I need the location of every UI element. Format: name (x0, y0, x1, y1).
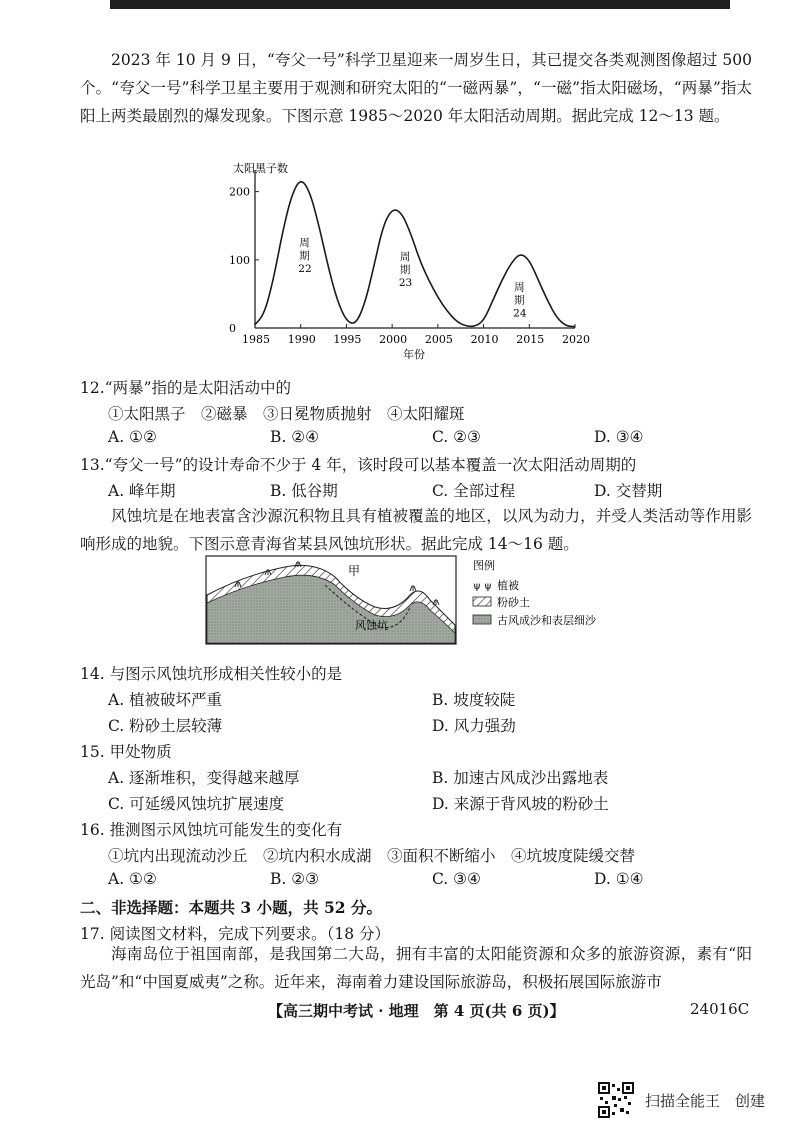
x-tick-label: 2010 (470, 333, 499, 346)
blowout-diagram-svg (205, 555, 625, 655)
q13-stem: 13.“夸父一号”的设计寿命不少于 4 年，该时段可以基本覆盖一次太阳活动周期的 (80, 456, 637, 474)
q13-option-b: B. 低谷期 (270, 482, 338, 500)
q15-option-c: C. 可延缓风蚀坑扩展速度 (108, 795, 285, 813)
q12-stem: 12.“两暴”指的是太阳活动中的 (80, 379, 291, 397)
intro-paragraph: 2023 年 10 月 9 日，“夸父一号”科学卫星迎来一周岁生日，其已提交各类观测图像超过 500 个。“夸父一号”科学卫星主要用于观测和研究太阳的“一磁两暴”，“一磁”指太阳磁场，“两暴”指太阳上两类最剧烈的爆发现象。下图示意 1985～2020 年太阳活动周期。据此完成 12～13 题。 (80, 51, 752, 125)
cycle-label-number: 24 (513, 307, 527, 320)
q15-option-d: D. 来源于背风坡的粉砂土 (432, 795, 609, 813)
q13-option-d: D. 交替期 (594, 482, 663, 500)
cycle-label-char1: 周 (514, 281, 525, 294)
legend-silt-swatch (473, 597, 491, 606)
label-jia: 甲 (348, 564, 361, 578)
top-scan-shadow (110, 0, 730, 9)
q12-option-c: C. ②③ (432, 428, 481, 446)
cycle-label-number: 22 (298, 263, 312, 276)
footer-code: 24016C (690, 1000, 750, 1018)
section2-title: 二、非选择题：本题共 3 小题，共 52 分。 (80, 898, 382, 917)
cycle-label-char2: 期 (299, 250, 310, 263)
q12-option-a: A. ①② (108, 428, 157, 446)
q14-stem: 14. 与图示风蚀坑形成相关性较小的是 (80, 665, 343, 683)
y-tick-label: 0 (229, 322, 236, 335)
q12-option-d: D. ③④ (594, 428, 644, 446)
scanner-watermark-bar (0, 1070, 800, 1132)
blowout-diagram (205, 555, 625, 655)
q15-option-b: B. 加速古风成沙出露地表 (432, 769, 609, 787)
footer-page-info: 【高三期中考试 · 地理 第 4 页(共 6 页)】 (268, 1002, 565, 1020)
x-tick-label: 1995 (333, 333, 362, 346)
x-tick-label: 2000 (379, 333, 408, 346)
qr-code-icon (598, 1082, 634, 1118)
passage2-paragraph: 风蚀坑是在地表富含沙源沉积物且具有植被覆盖的地区，以风为动力，并受人类活动等作用影响形成的地貌。下图示意青海省某县风蚀坑形状。据此完成 14～16 题。 (80, 507, 752, 553)
legend-sand: 古风成沙和表层细沙 (497, 614, 596, 627)
scanner-brand-text: 扫描全能王 创建 (645, 1092, 766, 1110)
cycle-label-char2: 期 (399, 263, 411, 276)
solar-cycle-chart-svg (210, 158, 590, 368)
q12-items: ①太阳黑子 ②磁暴 ③日冕物质抛射 ④太阳耀斑 (108, 405, 465, 423)
q13-option-c: C. 全部过程 (432, 482, 516, 500)
q16-option-b: B. ②③ (270, 870, 320, 888)
legend-vegetation: 植被 (497, 579, 519, 592)
legend-vegetation-symbol: ψ ψ (473, 581, 492, 592)
q17-stem: 17. 阅读图文材料，完成下列要求。（18 分） (80, 925, 390, 943)
q16-stem: 16. 推测图示风蚀坑可能发生的变化有 (80, 821, 343, 839)
q15-stem: 15. 甲处物质 (80, 743, 172, 761)
x-tick-label: 2020 (562, 333, 590, 346)
x-tick-label: 1985 (242, 333, 270, 346)
label-pit: 风蚀坑 (355, 619, 388, 632)
legend-silt: 粉砂土 (497, 596, 530, 609)
q14-option-c: C. 粉砂土层较薄 (108, 717, 223, 735)
solar-cycle-chart (210, 158, 590, 368)
top-edge (0, 0, 800, 10)
y-tick-label: 100 (229, 253, 250, 267)
q16-items: ①坑内出现流动沙丘 ②坑内积水成湖 ③面积不断缩小 ④坑坡度陡缓交替 (108, 847, 636, 865)
x-tick-label: 1990 (287, 333, 316, 346)
cycle-label-char2: 期 (514, 294, 525, 307)
legend-sand-swatch (473, 615, 491, 624)
q12-option-b: B. ②④ (270, 428, 320, 446)
q16-option-c: C. ③④ (432, 870, 481, 888)
q14-option-a: A. 植被破坏严重 (108, 691, 223, 709)
q13-option-a: A. 峰年期 (108, 482, 176, 500)
cycle-label-char1: 周 (399, 250, 411, 263)
x-axis-label: 年份 (403, 348, 425, 361)
q17-paragraph: 海南岛位于祖国南部，是我国第二大岛，拥有丰富的太阳能资源和众多的旅游资源，素有“阳光岛”和“中国夏威夷”之称。近年来，海南着力建设国际旅游岛，积极拓展国际旅游市 (80, 945, 752, 991)
y-axis-label: 太阳黑子数 (233, 162, 288, 175)
q14-option-d: D. 风力强劲 (432, 717, 516, 735)
q15-option-a: A. 逐渐堆积，变得越来越厚 (108, 769, 300, 787)
x-tick-label: 2005 (424, 333, 453, 346)
q14-option-b: B. 坡度较陡 (432, 691, 516, 709)
legend-title: 图例 (473, 559, 495, 572)
x-tick-label: 2015 (516, 333, 545, 346)
y-tick-label: 200 (229, 185, 250, 199)
cycle-label-number: 23 (398, 276, 413, 289)
q16-option-d: D. ①④ (594, 870, 644, 888)
cycle-label-char1: 周 (299, 237, 310, 250)
q16-option-a: A. ①② (108, 870, 157, 888)
